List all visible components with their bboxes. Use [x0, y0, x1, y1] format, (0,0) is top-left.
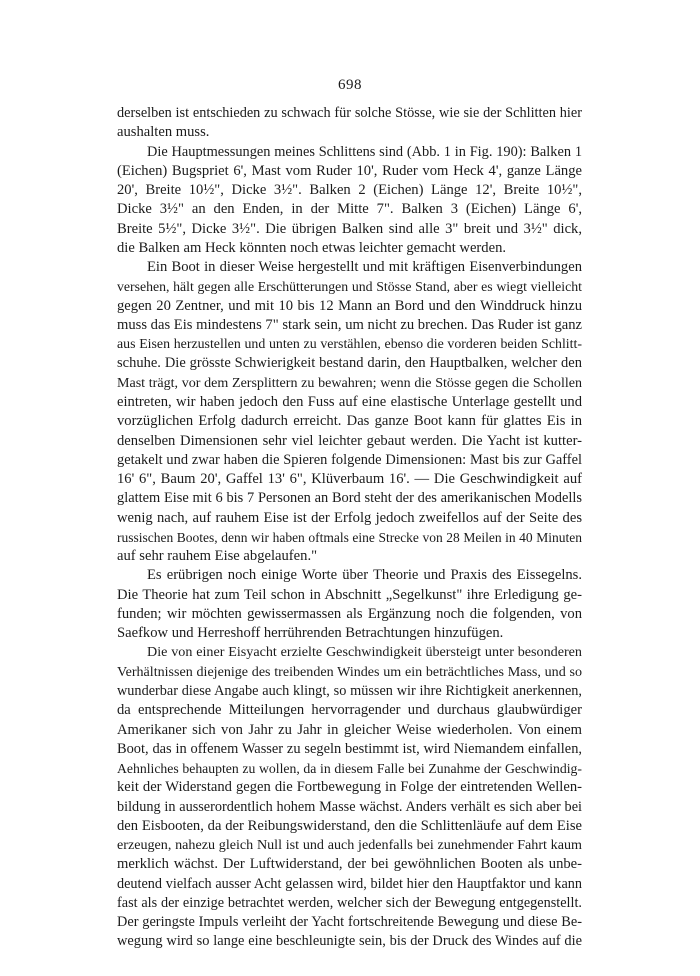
text-line: da entsprechende Mitteilungen hervorragender und durchaus glaubwürdiger [117, 702, 582, 719]
text-line: wegung wird so lange eine beschleunigte sein, bis der Druck des Windes auf die [117, 933, 582, 950]
text-line: deutend vielfach ausser Acht gelassen wird, bildet hier den Hauptfaktor und kann [117, 875, 582, 892]
text-line: denselben Dimensionen sehr viel leichter gebaut werden. Die Yacht ist kutter- [117, 432, 582, 449]
text-line: 20', Breite 10½", Dicke 3½". Balken 2 (Eichen) Länge 12', Breite 10½", [117, 182, 582, 199]
text-line: fast als der einzige betrachtet werden, welcher sich der Bewegung entgegenstellt. [117, 894, 582, 911]
text-line: derselben ist entschieden zu schwach für solche Stösse, wie sie der Schlitten hier [117, 105, 582, 121]
text-line: versehen, hält gegen alle Erschütterungen und Stösse Stand, aber es wiegt vielleicht [117, 279, 582, 295]
text-line: Die Theorie hat zum Teil schon in Abschnitt „Segelkunst" ihre Erledigung ge- [117, 586, 582, 603]
text-line: Die von einer Eisyacht erzielte Geschwindigkeit übersteigt unter besonderen [147, 644, 582, 661]
text-line: Amerikaner sich von Jahr zu Jahr in gleicher Weise wiederholen. Von einem [117, 721, 582, 738]
text-line: Boot, das in offenem Wasser zu segeln bestimmt ist, wird Niemandem einfallen, [117, 740, 582, 757]
text-line: aus Eisen herzustellen und unten zu verstählen, ebenso die vorderen beiden Schlitt- [117, 337, 582, 353]
text-line: die Balken am Heck könnten noch etwas leichter gemacht werden. [117, 239, 507, 256]
text-line: wenig nach, auf rauhem Eise ist der Erfolg jedoch zweifellos auf der Seite des [117, 509, 582, 526]
text-line: Die Hauptmessungen meines Schlittens sind (Abb. 1 in Fig. 190): Balken 1 [147, 143, 582, 160]
text-line: eintreten, wir haben jedoch den Fuss auf eine elastische Unterlage gestellt und [117, 393, 582, 410]
text-line: Verhältnissen diejenige des treibenden Windes um ein beträchtliches Mass, und so [117, 663, 582, 680]
page-number: 698 [338, 77, 362, 93]
text-line: glattem Eise mit 6 bis 7 Personen an Bord steht der des amerikanischen Modells [117, 490, 582, 507]
text-line: russischen Bootes, denn wir haben oftmals eine Strecke von 28 Meilen in 40 Minuten [117, 529, 582, 545]
text-line: Der geringste Impuls verleiht der Yacht fortschreitende Bewegung und diese Be- [117, 914, 582, 931]
text-line: Breite 5½", Dicke 3½". Die übrigen Balken sind alle 3" breit und 3½" dick, [117, 220, 582, 237]
text-line: schuhe. Die grösste Schwierigkeit bestand darin, den Hauptbalken, welcher den [117, 355, 582, 372]
text-line: Mast trägt, vor dem Zersplittern zu bewahren; wenn die Stösse gegen die Schollen [117, 374, 582, 391]
text-line: gegen 20 Zentner, und mit 10 bis 12 Mann an Bord und den Winddruck hinzu [117, 297, 582, 314]
text-line: bildung in ausserordentlich hohem Masse wächst. Anders verhält es sich aber bei [117, 798, 582, 815]
text-line: (Eichen) Bugspriet 6', Mast vom Ruder 10', Ruder vom Heck 4', ganze Länge [117, 162, 582, 179]
text-line: den Eisbooten, da der Reibungswiderstand, den die Schlittenläufe auf dem Eise [117, 817, 582, 834]
text-line: Aehnliches behaupten zu wollen, da in diesem Falle bei Zunahme der Geschwindig- [117, 761, 582, 777]
text-line: Ein Boot in dieser Weise hergestellt und mit kräftigen Eisenverbindungen [147, 259, 582, 276]
text-line: getakelt und zwar haben die Spieren folgende Dimensionen: Mast bis zur Gaffel [117, 451, 582, 468]
text-line: aushalten muss. [117, 124, 210, 141]
text-line: merklich wächst. Der Luftwiderstand, der bei gewöhnlichen Booten als unbe- [117, 856, 582, 873]
text-line: Saefkow und Herreshoff herrührenden Betrachtungen hinzufügen. [117, 625, 504, 642]
text-line: muss das Eis mindestens 7" stark sein, um nicht zu brechen. Das Ruder ist ganz [117, 316, 582, 333]
text-line: funden; wir möchten gewissermassen als Ergänzung noch die folgenden, von [117, 605, 582, 622]
body-text [117, 104, 582, 952]
text-line: vorzüglichen Erfolg dadurch erreicht. Das ganze Boot kann für glattes Eis in [117, 413, 582, 430]
text-line: keit der Widerstand gegen die Fortbewegung in Folge der eintretenden Wellen- [117, 779, 582, 796]
text-line: 16' 6", Baum 20', Gaffel 13' 6", Klüverbaum 16'. — Die Geschwindigkeit auf [117, 471, 582, 488]
text-line: wunderbar diese Angabe auch klingt, so müssen wir ihre Richtigkeit anerkennen, [117, 682, 582, 699]
text-line: Dicke 3½" an den Enden, in der Mitte 7". Balken 3 (Eichen) Länge 6', [117, 201, 582, 218]
text-line: Es erübrigen noch einige Worte über Theorie und Praxis des Eissegelns. [147, 567, 582, 584]
text-line: erzeugen, nahezu gleich Null ist und auch jedenfalls bei zunehmender Fahrt kaum [117, 837, 582, 854]
text-line: auf sehr rauhem Eise abgelaufen." [117, 548, 318, 565]
